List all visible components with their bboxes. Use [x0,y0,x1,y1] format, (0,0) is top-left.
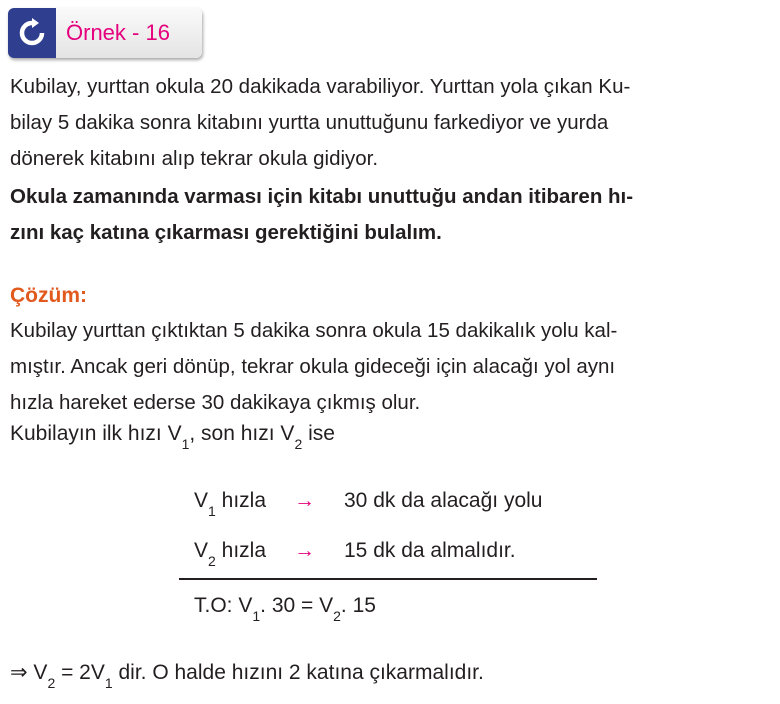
relation-2 [194,539,267,569]
proportion-equation [194,594,376,624]
subscript: 2 [208,553,216,569]
variable: V [194,539,209,562]
conclusion-middle: = 2V [55,661,105,684]
example-badge [8,8,202,58]
relation-2-text: 15 dk da almalıdır. [344,539,516,562]
speeds-intro-prefix: Kubilayın ilk hızı V [10,422,182,445]
problem-text [10,69,770,177]
refresh-circle-icon [17,18,47,48]
subscript: 2 [47,675,56,691]
conclusion-suffix: dir. O halde hızını 2 katına çıkarmalıdır. [112,661,484,684]
problem-line-2: bilay 5 dakika sonra kitabını yurtta unuttuğunu farkediyor ve yurda [10,111,609,134]
subscript: 2 [333,608,341,624]
conclusion [10,660,484,691]
conclusion-prefix: ⇒ V [10,661,48,684]
proportion-suffix: . 15 [340,594,376,617]
badge-icon-box [8,8,56,58]
solution-line-2: mıştır. Ancak geri dönüp, tekrar okula gideceği için alacağı yol aynı [10,355,616,378]
relation-label: hızla [215,539,267,562]
proportion-prefix: T.O: V [194,594,253,617]
relation-1 [194,489,267,519]
speeds-intro-suffix: ise [302,422,335,445]
problem-question [10,179,770,251]
question-line-2: zını kaç katına çıkarması gerektiğini bulalım. [10,221,442,244]
problem-line-3: dönerek kitabını alıp tekrar okula gidiyor. [10,147,379,170]
solution-line-3: hızla hareket ederse 30 dakikaya çıkmış olur. [10,391,421,414]
solution-line-1: Kubilay yurttan çıktıktan 5 dakika sonra okula 15 dakikalık yolu kal- [10,319,618,342]
subscript: 1 [104,675,113,691]
arrow-icon: → [294,539,315,562]
variable: V [194,489,209,512]
proportion-middle: . 30 = V [260,594,334,617]
subscript: 2 [294,436,303,452]
problem-line-1: Kubilay, yurttan okula 20 dakikada varabiliyor. Yurttan yola çıkan Ku- [10,75,631,98]
solution-title: Çözüm: [10,284,87,307]
relation-1-text: 30 dk da alacağı yolu [344,489,543,512]
solution-text [10,313,770,421]
divider-line [179,578,597,580]
subscript: 1 [208,503,216,519]
speeds-intro-middle: , son hızı V [189,422,295,445]
subscript: 1 [252,608,261,624]
question-line-1: Okula zamanında varması için kitabı unuttuğu andan itibaren hı- [10,185,634,208]
speeds-intro [10,422,335,452]
relation-label: hızla [215,489,267,512]
arrow-icon: → [294,489,315,512]
example-title: Örnek - 16 [66,20,170,45]
subscript: 1 [181,436,190,452]
